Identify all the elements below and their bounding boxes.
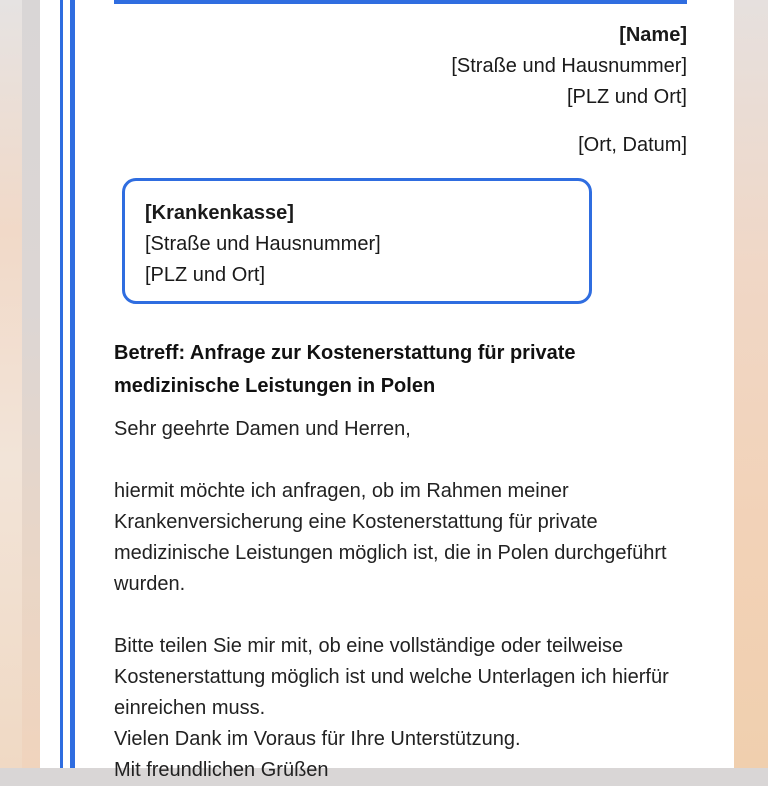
background-right: [734, 0, 768, 768]
sender-address: [451, 20, 687, 113]
accent-bar-inner: [70, 0, 75, 768]
body-paragraph-2: Bitte teilen Sie mir mit, ob eine vollständige oder teilweise Kostenerstattung möglich ist und welche Unterlagen ich hierfür einreichen muss.: [114, 635, 669, 719]
sender-name: [Name]: [619, 24, 687, 46]
header-rule: [114, 0, 687, 4]
recipient-street: [Straße und Hausnummer]: [145, 233, 381, 255]
place-date: [Ort, Datum]: [578, 134, 687, 156]
sender-street: [Straße und Hausnummer]: [451, 55, 687, 77]
closing-line: Mit freundlichen Grüßen: [114, 759, 329, 781]
recipient-city: [PLZ und Ort]: [145, 264, 266, 286]
paragraph-gap: [114, 600, 694, 631]
recipient-box: [122, 178, 592, 304]
letter-body: [114, 414, 694, 786]
thanks-line: Vielen Dank im Voraus für Ihre Unterstützung.: [114, 728, 521, 750]
recipient-name: [Krankenkasse]: [145, 202, 294, 224]
sender-city: [PLZ und Ort]: [566, 86, 687, 108]
subject-line: Betreff: Anfrage zur Kostenerstattung für private medizinische Leistungen in Polen: [114, 342, 576, 397]
body-paragraph-1: hiermit möchte ich anfragen, ob im Rahmen meiner Krankenversicherung eine Kostenerstattung für private medizinische Leistungen möglich ist, die in Polen durchgeführt wurden.: [114, 480, 667, 595]
accent-bar-left: [60, 0, 63, 768]
salutation: Sehr geehrte Damen und Herren,: [114, 418, 411, 440]
background-left: [0, 0, 22, 768]
paragraph-gap: [114, 445, 694, 476]
